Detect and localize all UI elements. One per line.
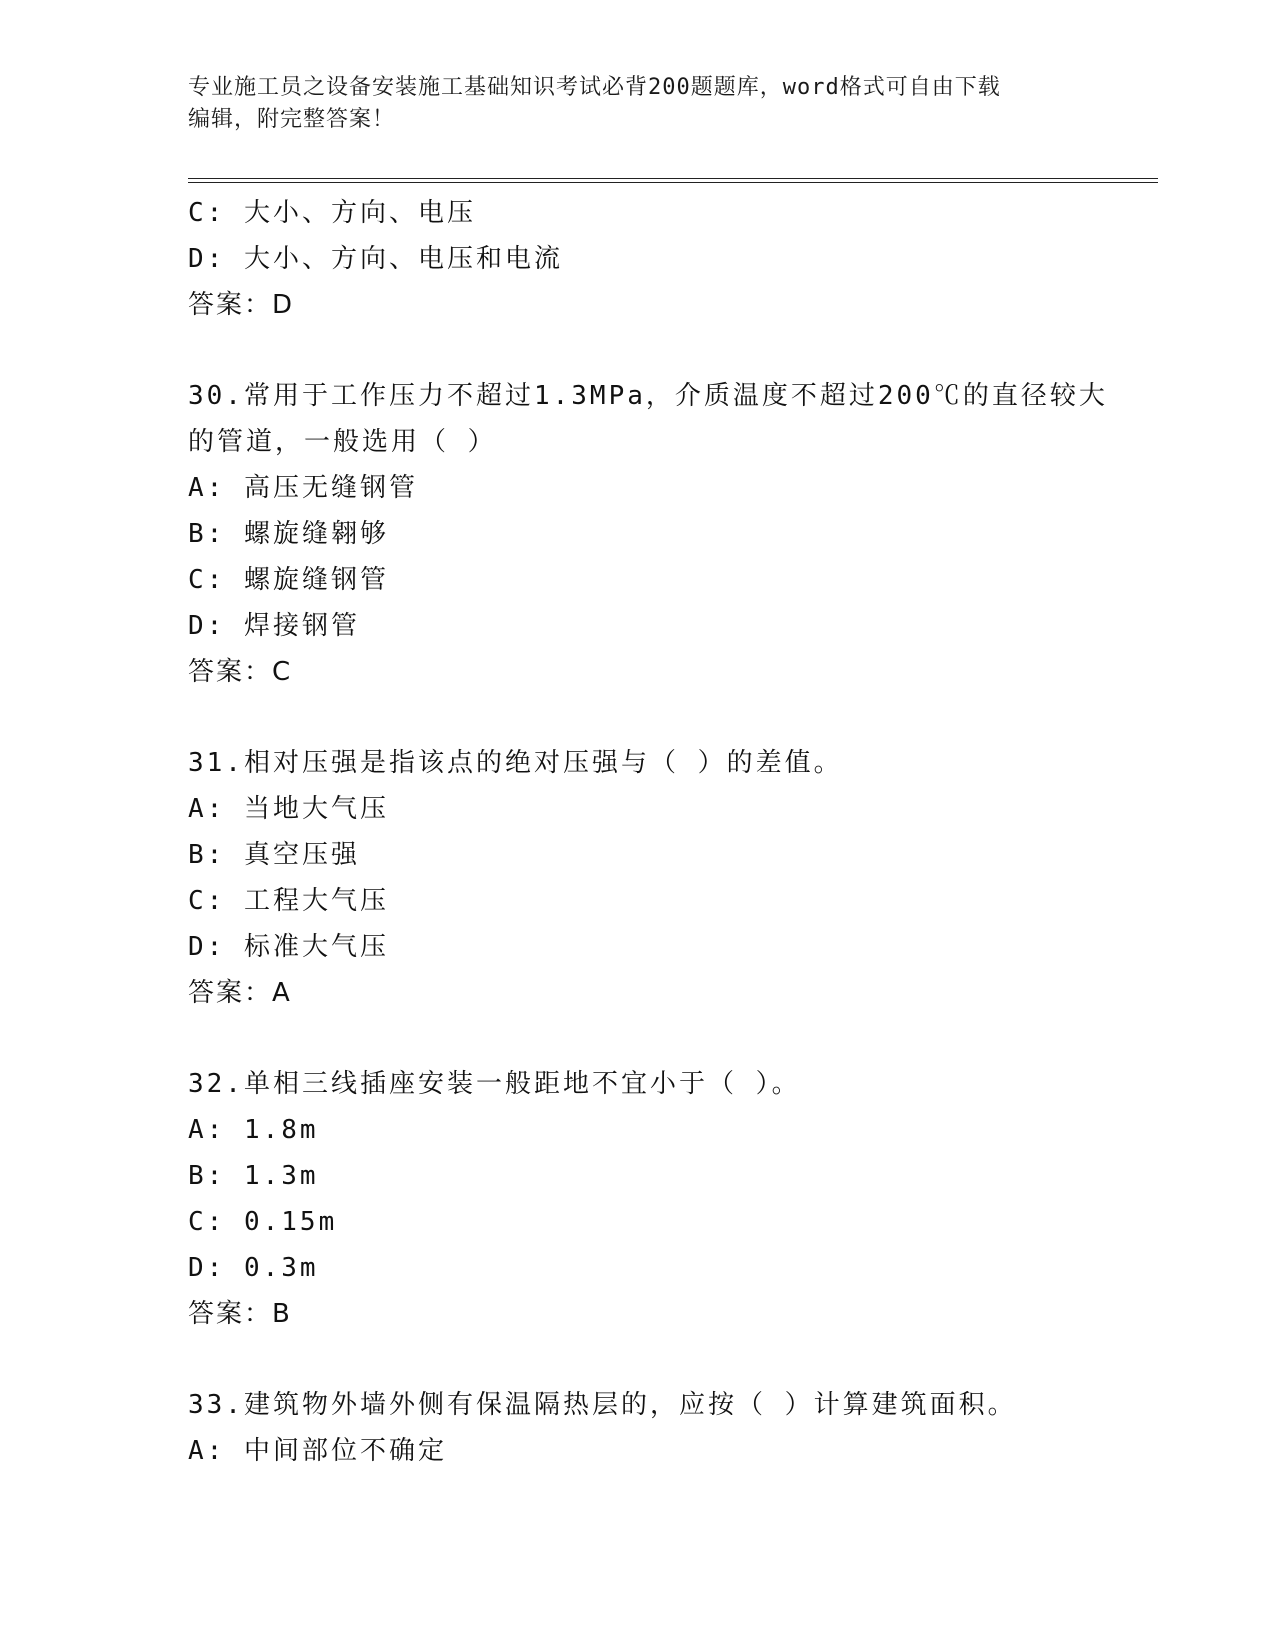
answer-line: 答案：B [188, 1299, 292, 1329]
answer-line: 答案：D [188, 290, 295, 320]
option-d: D: 大小、方向、电压和电流 [188, 244, 563, 274]
answer-line: 答案：C [188, 657, 293, 687]
question-33 [188, 1382, 1148, 1474]
option-a: A: 1.8m [188, 1115, 319, 1145]
option-c: C: 螺旋缝钢管 [188, 565, 389, 595]
document-body [188, 190, 1148, 1474]
header-line-1: 专业施工员之设备安装施工基础知识考试必背200题题库，word格式可自由下载 [188, 75, 1001, 100]
question-text: 的管道，一般选用（ ） [188, 427, 497, 457]
option-c: C: 工程大气压 [188, 886, 389, 916]
option-a: A: 当地大气压 [188, 794, 389, 824]
question-32 [188, 1061, 1148, 1337]
question-text: 33.建筑物外墙外侧有保温隔热层的，应按（ ）计算建筑面积。 [188, 1390, 1017, 1420]
option-d: D: 0.3m [188, 1253, 319, 1283]
option-b: B: 1.3m [188, 1161, 319, 1191]
question-text: 30.常用于工作压力不超过1.3MPa，介质温度不超过200℃的直径较大 [188, 381, 1108, 411]
question-29-continued [188, 190, 1148, 328]
question-text: 32.单相三线插座安装一般距地不宜小于（ ）。 [188, 1069, 801, 1099]
option-a: A: 高压无缝钢管 [188, 473, 418, 503]
option-d: D: 焊接钢管 [188, 611, 360, 641]
answer-line: 答案：A [188, 978, 292, 1008]
question-text: 31.相对压强是指该点的绝对压强与（ ）的差值。 [188, 748, 843, 778]
option-c: C: 大小、方向、电压 [188, 198, 476, 228]
option-c: C: 0.15m [188, 1207, 338, 1237]
question-30 [188, 373, 1148, 695]
header-line-2: 编辑，附完整答案！ [188, 107, 396, 132]
document-header [188, 72, 1088, 136]
question-31 [188, 740, 1148, 1016]
option-b: B: 真空压强 [188, 840, 360, 870]
option-d: D: 标准大气压 [188, 932, 389, 962]
header-divider [188, 178, 1158, 183]
option-a: A: 中间部位不确定 [188, 1436, 447, 1466]
option-b: B: 螺旋缝翱够 [188, 519, 389, 549]
